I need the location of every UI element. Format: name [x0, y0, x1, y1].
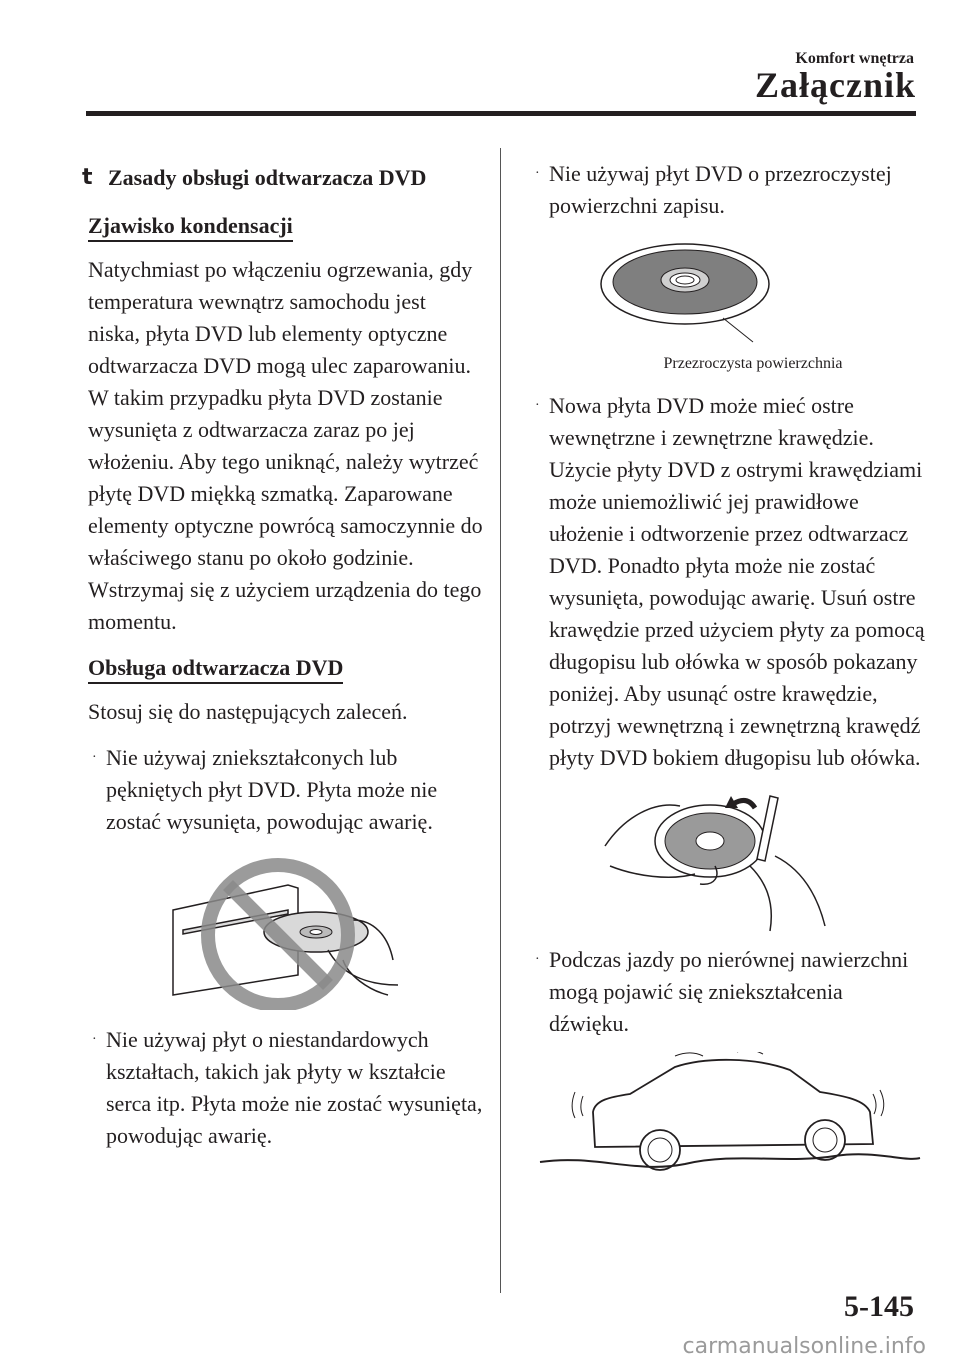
disc-icon [655, 805, 765, 877]
page-number: 5-145 [844, 1290, 914, 1323]
bullet-text: Nie używaj zniekształconych lub pękniętych płyt DVD. Płyta może nie zostać wysunięta, powodując awarię. [106, 745, 438, 834]
disc-icon [601, 244, 769, 324]
bullet-item [535, 390, 925, 774]
disc-caption: Przezroczysta powierzchnia [663, 355, 843, 372]
car-bumpy-road-illustration [535, 1052, 925, 1187]
subheading-dvd-handling: Obsługa odtwarzacza DVD [88, 654, 343, 684]
bullet-text: Podczas jazdy po nierównej nawierzchni mogą pojawić się zniekształcenia dźwięku. [549, 947, 909, 1036]
left-column [82, 158, 483, 1164]
no-deformed-disc-illustration [88, 850, 483, 1010]
arrow-icon [725, 796, 755, 808]
column-divider [500, 148, 501, 1293]
bullet-dot-icon: · [92, 1032, 97, 1047]
edge-removal-illustration [535, 786, 925, 936]
bullet-item [535, 944, 925, 1040]
bullet-item [535, 158, 925, 222]
header-rule [86, 111, 916, 116]
right-column [535, 158, 925, 1187]
bullet-item [92, 1024, 483, 1152]
bullet-dot-icon: · [92, 750, 97, 765]
road-line [540, 1154, 920, 1167]
handling-intro: Stosuj się do następujących zaleceń. [88, 699, 408, 724]
section-title: Zasady obsługi odtwarzacza DVD [108, 165, 427, 190]
section-marker-icon: t [82, 165, 93, 190]
bullet-text: Nowa płyta DVD może mieć ostre wewnętrzne i zewnętrzne krawędzie. Użycie płyty DVD z ostrymi krawędziami może uniemożliwić jej prawidłowe ułożenie i odtworzenie przez odtwarzacz DVD. Ponadto płyta może nie zostać wysunięta, powodując awarię. Usuń ostre krawędzie przed użyciem płyty za pomocą długopisu lub ołówka w sposób pokazany poniżej. Aby usunąć ostre krawędzie, potrzyj wewnętrzną i zewnętrzną krawędź płyty DVD bokiem długopisu lub ołówka. [549, 393, 925, 770]
subheading-condensation: Zjawisko kondensacji [88, 212, 293, 242]
bullet-text: Nie używaj płyt o niestandardowych kształtach, takich jak płyty w kształcie serca itp. Płyta może nie zostać wysunięta, powodując awarię. [106, 1027, 483, 1148]
header-section-title: Komfort wnętrza [795, 50, 914, 67]
watermark-text: carmanualsonline.info [682, 1334, 926, 1359]
caption-leader-line [723, 318, 753, 342]
bullet-dot-icon: · [535, 398, 540, 413]
bullet-dot-icon: · [535, 952, 540, 967]
bullet-text: Nie używaj płyt DVD o przezroczystej powierzchni zapisu. [549, 161, 892, 218]
bullet-item [92, 742, 483, 838]
condensation-paragraph: Natychmiast po włączeniu ogrzewania, gdy temperatura wewnątrz samochodu jest niska, płyta DVD lub elementy optyczne odtwarzacza DVD mogą ulec zaparowaniu. W takim przypadku płyta DVD zostanie wysunięta z odtwarzacza zaraz po jej włożeniu. Aby tego uniknąć, należy wytrzeć płytę DVD miękką szmatką. Zaparowane elementy optyczne powrócą samoczynnie do właściwego stanu po około godzinie. Wstrzymaj się z użyciem urządzenia do tego momentu. [88, 257, 483, 634]
header-chapter-title: Załącznik [754, 65, 916, 105]
right-hand-icon [750, 856, 825, 931]
transparent-disc-illustration [535, 234, 925, 344]
section-heading [82, 162, 483, 194]
bullet-dot-icon: · [535, 166, 540, 181]
